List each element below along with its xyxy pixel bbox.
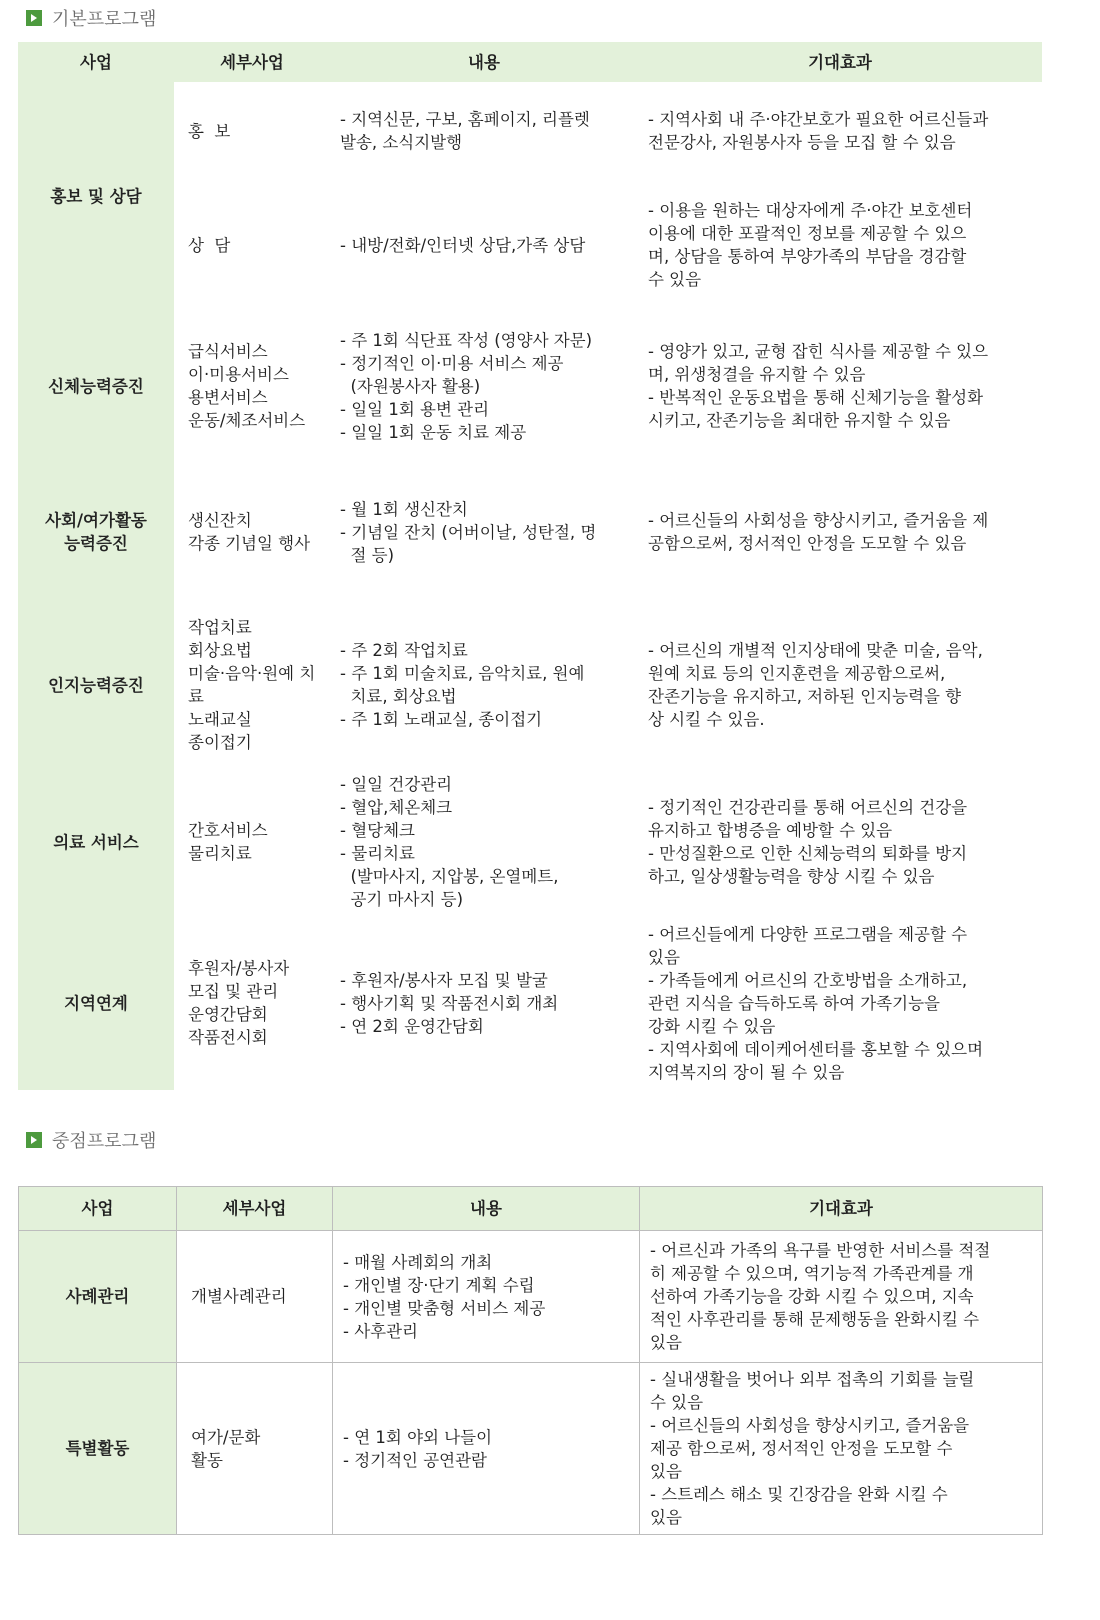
category-cell: 신체능력증진	[18, 310, 174, 462]
category-cell: 지역연계	[18, 916, 174, 1090]
subproject-cell: 작업치료 회상요법 미술·음악·원예 치 료 노래교실 종이접기	[188, 618, 316, 752]
bullet-arrow-icon	[26, 1132, 42, 1148]
subproject-cell: 여가/문화 활동	[177, 1363, 333, 1535]
header-effect: 기대효과	[638, 42, 1042, 82]
category-cell: 홍보 및 상담	[18, 82, 174, 310]
effect-cell: - 정기적인 건강관리를 통해 어르신의 건강을 유지하고 합병증을 예방할 수 있음 - 만성질환으로 인한 신체능력의 퇴화를 방지 하고, 일상생활능력을 향상 시킬 수 있음	[648, 798, 968, 886]
content-cell: - 내방/전화/인터넷 상담,가족 상담	[340, 235, 586, 255]
subproject-cell: 급식서비스 이·미용서비스 용변서비스 운동/체조서비스	[188, 342, 306, 430]
table-header-row	[18, 42, 1042, 82]
category-cell: 특별활동	[19, 1363, 177, 1535]
category-cell: 인지능력증진	[18, 602, 174, 768]
header-content: 내용	[330, 42, 638, 82]
focus-program-table	[18, 1186, 1043, 1535]
subproject-cell: 후원자/봉사자 모집 및 관리 운영간담회 작품전시회	[188, 959, 290, 1047]
effect-cell: - 지역사회 내 주·야간보호가 필요한 어르신들과 전문강사, 자원봉사자 등을 모집 할 수 있음	[648, 110, 989, 152]
subproject-cell: 상 담	[188, 235, 231, 255]
category-cell: 사례관리	[19, 1231, 177, 1363]
basic-program-table	[18, 42, 1042, 1090]
subproject-cell: 홍 보	[188, 121, 231, 141]
table-row	[19, 1363, 1043, 1535]
table-row	[18, 462, 1042, 602]
section-title-text: 중점프로그램	[52, 1131, 157, 1152]
content-cell: - 월 1회 생신잔치 - 기념일 잔치 (어버이날, 성탄절, 명 절 등)	[340, 499, 597, 565]
effect-cell: - 어르신들에게 다양한 프로그램을 제공할 수 있음 - 가족들에게 어르신의 간호방법을 소개하고, 관련 지식을 습득하도록 하여 가족기능을 강화 시킬 수 있음 - 지역사회에 데이케어센터를 홍보할 수 있으며 지역복지의 장이 될 수 있음	[648, 924, 984, 1082]
content-cell: - 연 1회 야외 나들이 - 정기적인 공연관람	[333, 1363, 640, 1535]
table-header-row	[19, 1187, 1043, 1231]
content-cell: - 일일 건강관리 - 혈압,체온체크 - 혈당체크 - 물리치료 (발마사지, 지압봉, 온열메트, 공기 마사지 등)	[340, 775, 559, 909]
header-category: 사업	[19, 1187, 177, 1231]
header-subproject: 세부사업	[174, 42, 330, 82]
subproject-cell: 생신잔치 각종 기념일 행사	[188, 511, 311, 553]
effect-cell: - 실내생활을 벗어나 외부 접촉의 기회를 늘릴 수 있음 - 어르신들의 사회성을 향상시키고, 즐거움을 제공 함으로써, 정서적인 안정을 도모할 수 있음 - 스트레스 해소 및 긴장감을 완화 시킬 수 있음	[640, 1363, 1043, 1535]
section-title-text: 기본프로그램	[52, 9, 157, 30]
table-row	[18, 916, 1042, 1090]
table-row	[18, 768, 1042, 916]
content-cell: - 후원자/봉사자 모집 및 발굴 - 행사기획 및 작품전시회 개최 - 연 2회 운영간담회	[340, 970, 559, 1036]
effect-cell: - 어르신과 가족의 욕구를 반영한 서비스를 적절 히 제공할 수 있으며, 역기능적 가족관계를 개 선하여 가족기능을 강화 시킬 수 있으며, 지속 적인 사후관리를 통해 문제행동을 완화시킬 수 있음	[640, 1231, 1043, 1363]
effect-cell: - 영양가 있고, 균형 잡힌 식사를 제공할 수 있으 며, 위생청결을 유지할 수 있음 - 반복적인 운동요법을 통해 신체기능을 활성화 시키고, 잔존기능을 최대한 유지할 수 있음	[648, 342, 989, 430]
header-effect: 기대효과	[640, 1187, 1043, 1231]
table-row	[18, 310, 1042, 462]
effect-cell: - 어르신들의 사회성을 향상시키고, 즐거움을 제 공함으로써, 정서적인 안정을 도모할 수 있음	[648, 511, 989, 553]
section-title-focus	[26, 1128, 156, 1152]
content-cell: - 주 2회 작업치료 - 주 1회 미술치료, 음악치료, 원예 치료, 회상요법 - 주 1회 노래교실, 종이접기	[340, 641, 585, 729]
bullet-arrow-icon	[26, 10, 42, 26]
section-title-basic	[26, 6, 156, 30]
category-cell: 의료 서비스	[18, 768, 174, 916]
table-row	[18, 602, 1042, 768]
table-row	[19, 1231, 1043, 1363]
content-cell: - 매월 사례회의 개최 - 개인별 장·단기 계획 수립 - 개인별 맞춤형 서비스 제공 - 사후관리	[333, 1231, 640, 1363]
content-cell: - 주 1회 식단표 작성 (영양사 자문) - 정기적인 이·미용 서비스 제공 (자원봉사자 활용) - 일일 1회 용변 관리 - 일일 1회 운동 치료 제공	[340, 330, 593, 442]
header-category: 사업	[18, 42, 174, 82]
header-content: 내용	[333, 1187, 640, 1231]
content-cell: - 지역신문, 구보, 홈페이지, 리플렛 발송, 소식지발행	[340, 110, 590, 152]
subproject-cell: 개별사례관리	[177, 1231, 333, 1363]
effect-cell: - 어르신의 개별적 인지상태에 맞춘 미술, 음악, 원예 치료 등의 인지훈련을 제공함으로써, 잔존기능을 유지하고, 저하된 인지능력을 향 상 시킬 수 있음.	[648, 641, 983, 729]
effect-cell: - 이용을 원하는 대상자에게 주·야간 보호센터 이용에 대한 포괄적인 정보를 제공할 수 있으 며, 상담을 통하여 부양가족의 부담을 경감할 수 있음	[648, 201, 973, 289]
header-subproject: 세부사업	[177, 1187, 333, 1231]
table-row	[18, 82, 1042, 180]
subproject-cell: 간호서비스 물리치료	[188, 821, 268, 863]
category-cell: 사회/여가활동 능력증진	[18, 462, 174, 602]
